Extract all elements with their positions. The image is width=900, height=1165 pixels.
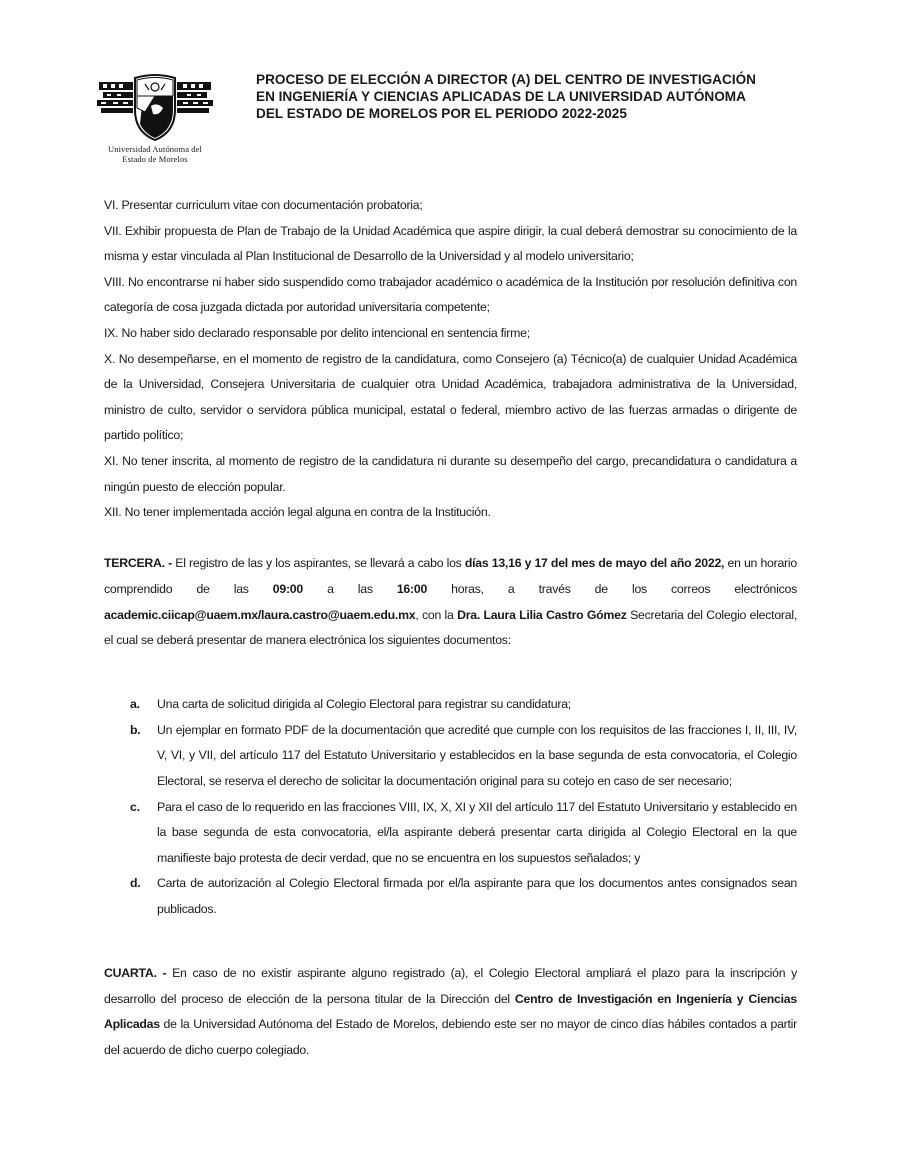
clause-text: En caso de no existir aspirante alguno registrado (a), el Colegio Electoral ampliará el plazo para la inscripción y desarrollo del proceso de elección de la persona titular de la Dirección del: [104, 966, 797, 1006]
requirement-item: XI. No tener inscrita, al momento de registro de la candidatura ni durante su desempeño del cargo, precandidatura o candidatura a ningún puesto de elección popular.: [104, 453, 797, 494]
end-time: 16:00: [396, 581, 428, 596]
clause-text: en un horario comprendido de las: [104, 556, 797, 596]
clause-cuarta: [104, 961, 797, 1063]
clause-text: de la Universidad Autónoma del Estado de Morelos, debiendo este ser no mayor de cinco días hábiles contados a partir del acuerdo de dicho cuerpo colegiado.: [104, 1017, 797, 1057]
list-marker: a.: [130, 697, 140, 712]
clause-label: TERCERA. -: [104, 556, 172, 571]
requirement-item: VIII. No encontrarse ni haber sido suspendido como trabajador académico o académica de la Institución por resolución definitiva con categoría de cosa juzgada dictada por autoridad universitaria competente;: [104, 274, 797, 315]
list-item: [104, 692, 797, 718]
requirement-item: VII. Exhibir propuesta de Plan de Trabajo de la Unidad Académica que aspire dirigir, la cual deberá demostrar su conocimiento de la misma y estar vinculada al Plan Institucional de Desarrollo de la Universidad y al modelo universitario;: [104, 223, 797, 264]
university-name-line: Universidad Autónoma del: [108, 144, 202, 154]
title-line: DEL ESTADO DE MORELOS POR EL PERIODO 2022-2025: [256, 106, 627, 121]
documents-list: [104, 692, 797, 922]
list-item: [104, 871, 797, 922]
secretary-name: Dra. Laura Lilia Castro Gómez: [457, 607, 627, 622]
clause-tercera: [104, 551, 797, 653]
document-title: [256, 71, 816, 122]
list-marker: b.: [130, 722, 141, 737]
university-crest-icon: [93, 72, 217, 142]
clause-text: Secretaria del Colegio electoral, el cual se deberá presentar de manera electrónica los siguientes documentos:: [104, 607, 797, 648]
title-line: EN INGENIERÍA Y CIENCIAS APLICADAS DE LA UNIVERSIDAD AUTÓNOMA: [256, 89, 746, 104]
clause-text: , con la: [415, 607, 458, 622]
list-marker: c.: [130, 799, 140, 814]
list-item: [104, 795, 797, 872]
list-item-text: Carta de autorización al Colegio Electoral firmada por el/la aspirante para que los documentos antes consignados sean publicados.: [157, 876, 797, 917]
clause-text: a las: [302, 581, 397, 596]
requirement-item: X. No desempeñarse, en el momento de registro de la candidatura, como Consejero (a) Técnico(a) de cualquier Unidad Académica de la Universidad, Consejera Universitaria de cualquier otra Unidad Académica, trabajadora administrativa de la Universidad, ministro de culto, servidor o servidora pública municipal, estatal o federal, miembro activo de las fuerzas armadas o dirigente de partido político;: [104, 351, 797, 443]
registration-dates: días 13,16 y 17 del mes de mayo del año 2022,: [464, 556, 725, 571]
title-line: PROCESO DE ELECCIÓN A DIRECTOR (A) DEL CENTRO DE INVESTIGACIÓN: [256, 72, 756, 87]
clause-label: CUARTA. -: [104, 966, 167, 981]
clause-text: El registro de las y los aspirantes, se llevará a cabo los: [172, 556, 465, 571]
clause-text: horas, a través de los correos electrónicos: [427, 581, 797, 596]
list-item-text: Una carta de solicitud dirigida al Colegio Electoral para registrar su candidatura;: [157, 697, 571, 712]
list-item-text: Para el caso de lo requerido en las fracciones VIII, IX, X, XI y XII del artículo 117 del Estatuto Universitario y establecido en la base segunda de esta convocatoria, el/la aspirante deberá presentar carta dirigida al Colegio Electoral en la que manifieste bajo protesta de decir verdad, que no se encuentra en los supuestos señalados; y: [157, 799, 797, 865]
list-item: [104, 718, 797, 795]
university-name-line: Estado de Morelos: [122, 154, 188, 164]
center-name: Centro de Investigación en Ingeniería y Ciencias Aplicadas: [104, 991, 797, 1032]
requirement-item: VI. Presentar curriculum vitae con documentación probatoria;: [104, 198, 423, 212]
document-body: [104, 193, 797, 1064]
list-item-text: Un ejemplar en formato PDF de la documentación que acredité que cumple con los requisitos de las fracciones I, II, III, IV, V, VI, y VII, del artículo 117 del Estatuto Universitario y establecidos en la base segunda de esta convocatoria, el Colegio Electoral, se reserva el derecho de solicitar la documentación original para su cotejo en caso de ser necesario;: [157, 722, 797, 789]
university-logo: [90, 72, 220, 164]
list-marker: d.: [130, 876, 141, 891]
requirement-item: XII. No tener implementada acción legal alguna en contra de la Institución.: [104, 505, 491, 520]
start-time: 09:00: [272, 581, 303, 596]
contact-emails: academic.ciicap@uaem.mx/laura.castro@uaem.edu.mx: [104, 607, 416, 622]
requirement-item: IX. No haber sido declarado responsable por delito intencional en sentencia firme;: [104, 325, 530, 340]
